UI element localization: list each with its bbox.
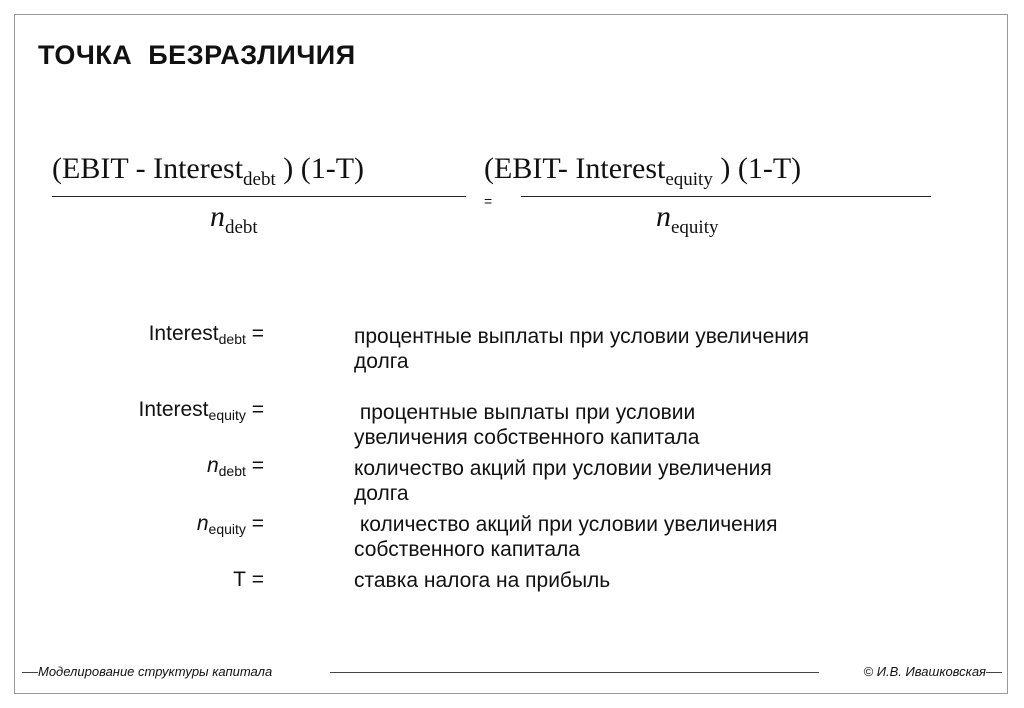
right-numerator <box>484 152 801 191</box>
equals-sign: = <box>484 193 493 209</box>
left-numerator-subscript: debt <box>243 169 276 190</box>
left-denominator-var: n <box>210 200 225 233</box>
term-subscript: equity <box>208 521 246 537</box>
term-name: n <box>196 512 209 535</box>
term-equals: = <box>245 454 264 477</box>
term-subscript: debt <box>218 463 246 479</box>
left-denominator-subscript: debt <box>225 217 258 238</box>
right-denominator <box>656 200 719 239</box>
term-name: T <box>233 568 246 591</box>
footer-copyright: © И.В. Ивашковская <box>856 664 987 679</box>
footer-rule <box>330 672 819 673</box>
right-numerator-text-a: (EBIT- Interest <box>484 152 666 185</box>
definition-text: количество акций при условии увеличения долга <box>354 457 772 505</box>
definition-term <box>207 454 264 479</box>
right-fraction-bar <box>521 196 931 197</box>
left-denominator <box>210 200 258 239</box>
footer-course-title: Моделирование структуры капитала <box>38 664 280 679</box>
term-equals: = <box>245 512 264 535</box>
footer-rule-right <box>986 672 1002 673</box>
definition-term <box>197 512 264 537</box>
left-numerator-text-b: ) (1-T) <box>275 152 365 185</box>
term-subscript: debt <box>218 331 246 347</box>
right-denominator-var: n <box>656 200 671 233</box>
footer-rule-left <box>22 672 38 673</box>
right-denominator-subscript: equity <box>671 217 719 238</box>
left-numerator <box>52 152 364 191</box>
term-equals: = <box>245 398 264 421</box>
definition-text: процентные выплаты при условии увеличения собственного капитала <box>354 401 700 449</box>
term-name: Interest <box>148 322 219 345</box>
right-numerator-text-b: ) (1-T) <box>712 152 802 185</box>
footer <box>0 664 1024 678</box>
right-numerator-subscript: equity <box>665 169 713 190</box>
term-name: n <box>206 454 219 477</box>
page-title: ТОЧКА БЕЗРАЗЛИЧИЯ <box>38 40 356 70</box>
term-equals: = <box>245 322 264 345</box>
definition-term <box>149 322 264 347</box>
term-equals: = <box>245 568 264 591</box>
definition-term <box>138 398 264 423</box>
term-subscript: equity <box>208 407 246 423</box>
definition-term <box>233 568 264 593</box>
definition-text: ставка налога на прибыль <box>354 569 611 592</box>
term-name: Interest <box>138 398 209 421</box>
definition-text: процентные выплаты при условии увеличения долга <box>354 325 809 373</box>
definition-text: количество акций при условии увеличения собственного капитала <box>354 513 778 561</box>
left-numerator-text-a: (EBIT - Interest <box>52 152 244 185</box>
left-fraction-bar <box>52 196 466 197</box>
